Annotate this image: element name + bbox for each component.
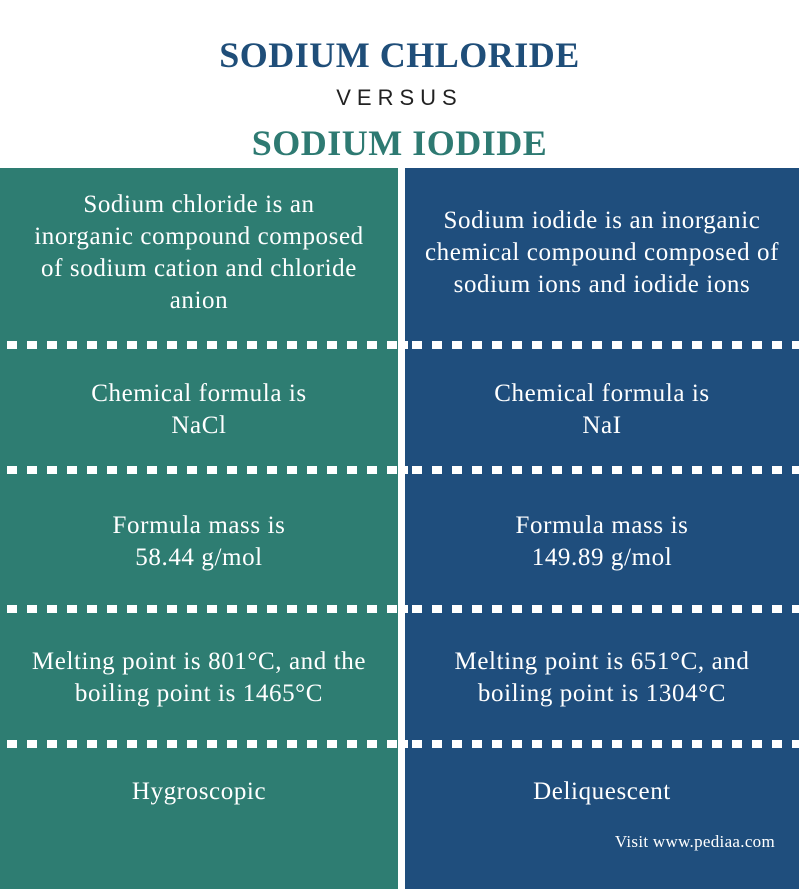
row-divider: [405, 740, 799, 748]
right-cell-mass: [405, 478, 799, 605]
right-property-text: Deliquescent: [533, 778, 671, 805]
left-mass-text: Formula mass is 58.44 g/mol: [112, 511, 286, 571]
left-cell-definition: [0, 178, 398, 328]
right-definition-text: Sodium iodide is an inorganic chemical compound composed of sodium ions and iodide ions: [424, 207, 780, 298]
source-footer: Visit www.pediaa.com: [614, 832, 775, 851]
left-cell-mass: [0, 478, 398, 605]
left-cell-formula: [0, 353, 398, 466]
left-definition-text: Sodium chloride is an inorganic compound composed of sodium cation and chloride anion: [34, 191, 364, 314]
row-divider: [405, 605, 799, 613]
left-cell-melting: [0, 617, 398, 739]
versus-label: VERSUS: [336, 85, 463, 110]
right-formula-text: Chemical formula is NaI: [494, 379, 710, 439]
row-divider: [0, 605, 398, 613]
row-divider: [0, 740, 398, 748]
row-divider: [0, 341, 398, 349]
right-melting-text: Melting point is 651°C, and boiling point is 1304°C: [454, 648, 750, 707]
row-divider: [405, 341, 799, 349]
sodium-chloride-column: [0, 168, 398, 889]
right-cell-definition: [405, 178, 799, 328]
title-sodium-chloride: SODIUM CHLORIDE: [219, 35, 580, 75]
left-property-text: Hygroscopic: [131, 778, 267, 805]
sodium-iodide-column: [405, 168, 799, 889]
right-mass-text: Formula mass is 149.89 g/mol: [515, 511, 689, 571]
left-melting-text: Melting point is 801°C, and the boiling point is 1465°C: [31, 648, 367, 707]
left-formula-text: Chemical formula is NaCl: [91, 379, 307, 439]
row-divider: [405, 466, 799, 474]
right-cell-formula: [405, 353, 799, 466]
header: [0, 0, 799, 168]
row-divider: [0, 466, 398, 474]
right-cell-property: [405, 752, 799, 832]
right-cell-melting: [405, 617, 799, 739]
title-sodium-iodide: SODIUM IODIDE: [251, 123, 548, 163]
left-cell-property: [0, 752, 398, 832]
